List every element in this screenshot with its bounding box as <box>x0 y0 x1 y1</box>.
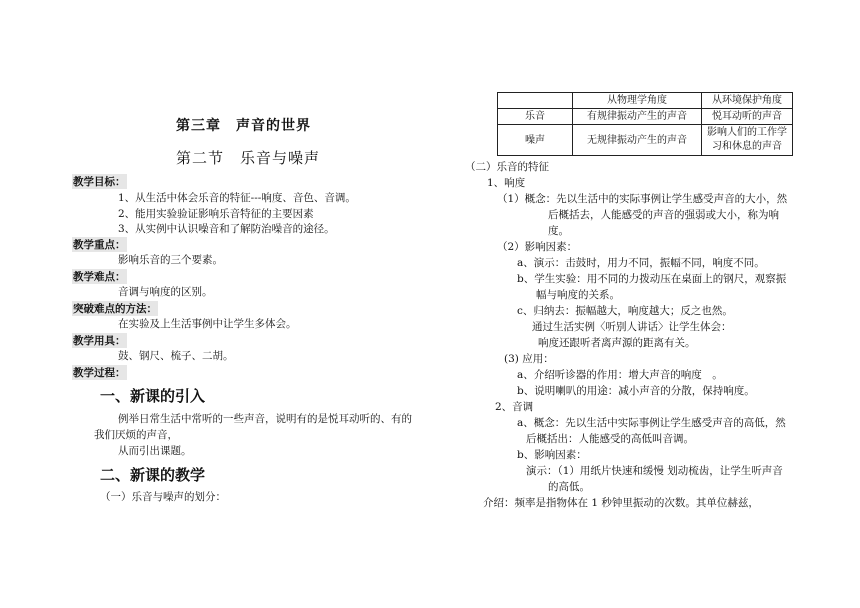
table-cell: 有规律振动产生的声音 <box>573 109 702 125</box>
table-row <box>498 93 793 109</box>
concept-line: 度。 <box>548 225 569 237</box>
concept-line: 后概括去，人能感受的声音的强弱或大小，称为响 <box>548 209 779 221</box>
table-cell: 乐音 <box>498 109 573 125</box>
experiment-line: b、学生实验：用不同的力拨动压在桌面上的钢尺，观察振 <box>517 273 787 285</box>
goal-item: 1、从生活中体会乐音的特征---响度、音色、音调。 <box>118 192 356 204</box>
concept-line: 后概括出：人能感受的高低叫音调。 <box>526 433 694 445</box>
tools-text: 鼓、钢尺、梳子、二胡。 <box>118 350 234 362</box>
method-label: 突破难点的方法： <box>73 303 157 315</box>
demo-line: 演示：（1）用纸片快速和缓慢 划动梳齿，让学生听声音 <box>526 465 783 477</box>
table-cell <box>498 93 573 109</box>
factors-heading: （2）影响因素： <box>497 241 578 253</box>
table-cell: 悦耳动听的声音 <box>702 109 793 125</box>
goals-label: 教学目标： <box>73 176 126 188</box>
life-example-line: 通过生活实例〈听别人讲话〉让学生体会： <box>532 321 732 333</box>
heading-intro: 一、新课的引入 <box>100 387 206 405</box>
frequency-line: 介绍：频率是指物体在 1 秒钟里振动的次数。其单位赫兹， <box>483 497 759 509</box>
table-cell: 从环境保护角度 <box>702 93 793 109</box>
table-cell: 影响人们的工作学习和休息的声音 <box>702 125 793 156</box>
sub-heading-features: （二）乐音的特征 <box>465 161 549 173</box>
key-label: 教学重点： <box>73 239 126 251</box>
comparison-table <box>497 92 793 156</box>
experiment-line: 幅与响度的关系。 <box>536 289 620 301</box>
table-row <box>498 109 793 125</box>
application-line: b、说明喇叭的用途：减小声音的分散，保持响度。 <box>517 385 755 397</box>
sub-heading-division: （一）乐音与噪声的划分： <box>100 491 226 503</box>
summary-line: c、归纳去：振幅越大，响度越大；反之也然。 <box>517 305 733 317</box>
key-text: 影响乐音的三个要素。 <box>118 254 223 266</box>
table-row <box>498 125 793 156</box>
difficulty-text: 音调与响度的区别。 <box>118 286 213 298</box>
heading-teaching: 二、新课的教学 <box>100 466 206 484</box>
intro-line: 例举日常生活中常听的一些声音，说明有的是悦耳动听的、有的 <box>118 413 412 425</box>
process-label: 教学过程： <box>73 367 126 379</box>
difficulty-label: 教学难点： <box>73 271 126 283</box>
pitch-heading: 2、音调 <box>495 401 534 413</box>
loudness-heading: 1、响度 <box>487 177 526 189</box>
section-title: 第二节 乐音与噪声 <box>176 149 321 167</box>
chapter-title: 第三章 声音的世界 <box>176 118 311 134</box>
concept-line: a、概念：先以生活中实际事例让学生感受声音的高低，然 <box>517 417 786 429</box>
intro-line: 我们厌烦的声音， <box>94 429 178 441</box>
demo-line: 的高低。 <box>548 481 590 493</box>
intro-line: 从而引出课题。 <box>118 445 192 457</box>
tools-label: 教学用具： <box>73 335 126 347</box>
factors-heading: b、影响因素： <box>517 449 587 461</box>
table-cell: 噪声 <box>498 125 573 156</box>
method-text: 在实验及上生活事例中让学生多体会。 <box>118 318 297 330</box>
table-cell: 无规律振动产生的声音 <box>573 125 702 156</box>
goal-item: 3、从实例中认识噪音和了解防治噪音的途径。 <box>118 223 335 235</box>
concept-line: （1）概念：先以生活中的实际事例让学生感受声音的大小，然 <box>497 193 788 205</box>
application-line: a、介绍听诊器的作用：增大声音的响度 。 <box>517 369 723 381</box>
goal-item: 2、能用实验验证影响乐音特征的主要因素 <box>118 208 314 220</box>
table-cell: 从物理学角度 <box>573 93 702 109</box>
application-heading: (3) 应用： <box>504 353 554 365</box>
life-example-line: 响度还跟听者离声源的距离有关。 <box>538 337 696 349</box>
demo-line: a、演示：击鼓时，用力不同，振幅不同，响度不同。 <box>517 257 765 269</box>
